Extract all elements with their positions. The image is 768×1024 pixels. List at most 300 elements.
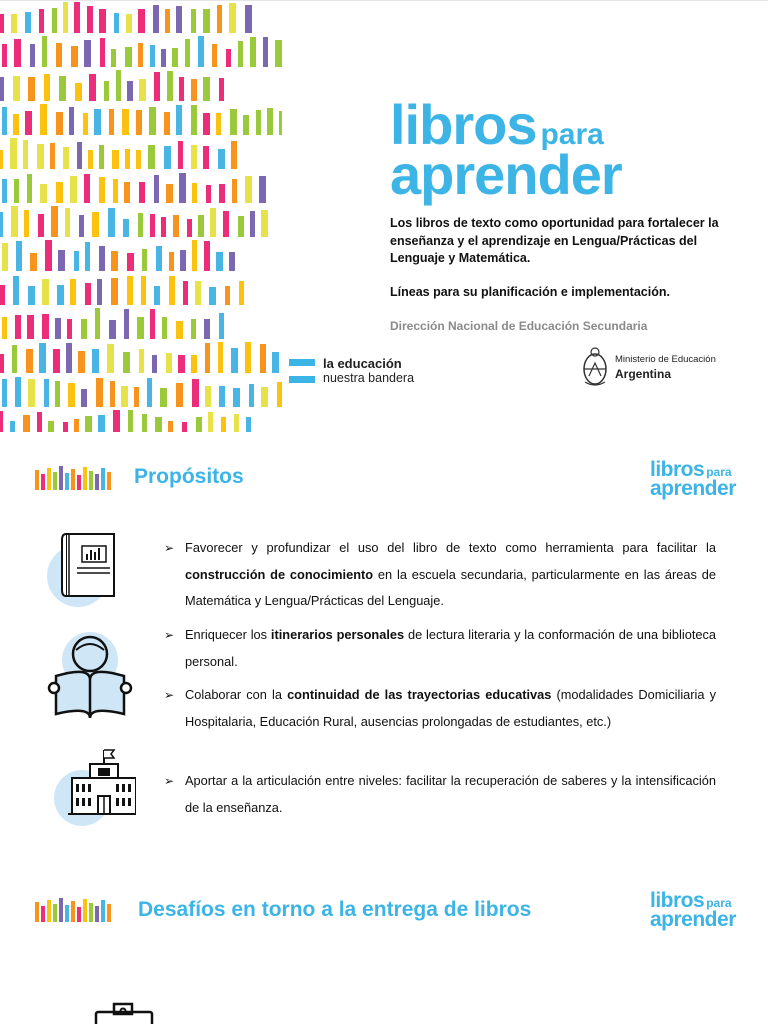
book-spine — [206, 185, 211, 203]
bullet-bold-text: continuidad de las trayectorias educativas — [287, 687, 552, 702]
book-spine — [15, 315, 21, 339]
book-spine — [191, 355, 197, 373]
book-spine — [169, 252, 174, 271]
book-spine — [63, 422, 68, 432]
book-spine — [81, 389, 87, 407]
cover-subtitle: Líneas para su planificación e implementación. — [390, 285, 670, 299]
arrow-bullet-icon: ➢ — [164, 628, 175, 642]
book-spine — [0, 77, 4, 101]
libros-para-aprender-logo — [390, 93, 622, 206]
book-spine — [137, 317, 144, 339]
book-spine — [38, 214, 44, 237]
book-spine — [260, 344, 266, 373]
book-spine — [44, 379, 49, 407]
book-spine — [85, 283, 91, 305]
book-spine — [147, 378, 152, 407]
book-spine — [11, 14, 17, 33]
book-spine — [56, 43, 62, 67]
book-spine — [40, 184, 47, 203]
book-spine — [164, 146, 171, 169]
book-spine — [28, 286, 35, 305]
book-spine — [149, 107, 156, 135]
book-spine — [66, 343, 72, 373]
book-spine — [229, 252, 235, 271]
book-spine — [204, 241, 210, 271]
book-spine — [176, 321, 183, 339]
book-spine — [113, 179, 118, 203]
book-bars-decoration — [35, 464, 115, 490]
bullet-text: de lectura literaria y la conformación de una biblioteca personal. — [185, 627, 717, 669]
book-spine — [83, 113, 88, 135]
book-spine — [223, 211, 229, 237]
book-spine — [217, 5, 222, 33]
book-spine — [48, 421, 54, 432]
logo-word-aprender: aprender — [650, 477, 736, 500]
book-spine — [152, 355, 157, 373]
book-spine — [279, 111, 282, 135]
book-spine — [127, 253, 134, 271]
logo-word-aprender: aprender — [650, 908, 736, 931]
book-spine — [162, 317, 167, 339]
book-spine — [2, 44, 7, 67]
edu-logo-line1: la educación — [323, 356, 402, 371]
book-spine — [28, 379, 35, 407]
book-spine — [230, 109, 237, 135]
book-spine — [99, 246, 105, 271]
purpose-bullet-2 — [160, 622, 716, 675]
book-spine — [110, 381, 115, 407]
book-spine — [55, 381, 60, 407]
book-spine — [74, 2, 80, 33]
book-spine — [50, 143, 55, 169]
book-spine — [30, 253, 37, 271]
book-spine — [70, 279, 76, 305]
book-spine — [250, 37, 256, 67]
book-spine — [125, 47, 132, 67]
book-spine — [139, 182, 145, 203]
book-spine — [107, 344, 114, 373]
purposes-slide — [0, 432, 768, 864]
book-spine — [176, 6, 182, 33]
book-spine — [203, 77, 210, 101]
book-spine — [178, 141, 183, 169]
book-spine — [210, 208, 216, 237]
book-spine — [113, 410, 120, 432]
book-spine — [45, 240, 52, 271]
book-spine — [13, 114, 19, 135]
book-spine — [225, 286, 230, 305]
book-spine — [26, 349, 33, 373]
book-spine — [28, 77, 35, 101]
logo-word-para: para — [540, 118, 604, 151]
book-spine — [99, 9, 106, 33]
book-spine — [84, 174, 90, 203]
book-spine — [203, 146, 209, 169]
book-spine — [84, 40, 91, 67]
book-spine — [85, 416, 92, 432]
book-spine — [111, 278, 118, 305]
book-spine — [238, 216, 244, 237]
arrow-bullet-icon: ➢ — [164, 541, 175, 555]
book-spine — [15, 377, 21, 407]
arrow-bullet-icon: ➢ — [164, 774, 175, 788]
book-spine — [98, 415, 105, 432]
bullet-text: en la escuela secundaria, particularmente en las áreas de Matemática y Lengua/Prácticas del Lenguaje. — [185, 566, 716, 608]
book-spine — [232, 179, 237, 203]
book-spine — [0, 14, 4, 33]
book-spine — [246, 417, 251, 432]
book-spine — [10, 421, 15, 432]
book-spine — [124, 182, 130, 203]
book-spine — [218, 342, 223, 373]
book-spine — [267, 108, 273, 135]
book-spine — [205, 386, 211, 407]
book-spine — [198, 36, 204, 67]
cover-direction: Dirección Nacional de Educación Secundaria — [390, 319, 648, 333]
logo-word-para: para — [706, 465, 732, 479]
bullet-text: Aportar a la articulación entre niveles: facilitar la recuperación de saberes y la intensificación de la enseñanza. — [185, 773, 716, 815]
book-spine — [180, 250, 186, 271]
book-spine — [42, 314, 49, 339]
book-spine — [195, 281, 201, 305]
book-spine — [219, 184, 225, 203]
book-spine — [179, 77, 184, 101]
book-spine — [14, 39, 21, 67]
book-spine — [63, 2, 68, 33]
challenges-title: Desafíos en torno a la entrega de libros — [138, 898, 532, 921]
book-spine — [89, 74, 96, 101]
book-spine — [99, 145, 104, 169]
book-spine — [51, 206, 58, 237]
book-spine — [191, 9, 196, 33]
book-spine — [204, 319, 210, 339]
book-spine — [77, 142, 82, 169]
book-spine — [212, 44, 217, 67]
book-spine — [24, 210, 29, 237]
book-spine — [81, 319, 87, 339]
edu-logo-line2: nuestra bandera — [323, 371, 415, 385]
book-spine — [192, 379, 199, 407]
book-spine — [122, 109, 129, 135]
purpose-bullet-1 — [160, 535, 716, 615]
book-spine — [2, 179, 7, 203]
book-spine — [196, 417, 202, 432]
book-spine — [179, 173, 186, 203]
book-spine — [53, 349, 60, 373]
book-spine — [191, 79, 197, 101]
book-spine — [176, 383, 183, 407]
book-spine — [134, 387, 139, 407]
book-spine — [55, 318, 61, 339]
book-spine — [250, 211, 255, 237]
book-spine — [59, 76, 66, 101]
book-spine — [39, 343, 46, 373]
book-spine — [209, 287, 216, 305]
book-spine — [208, 412, 213, 432]
book-spine — [56, 182, 63, 203]
book-spine — [216, 113, 221, 135]
logo-word-para: para — [706, 896, 732, 910]
book-spine — [164, 112, 170, 135]
book-spine — [0, 150, 3, 169]
book-spine — [138, 43, 143, 67]
book-spine — [272, 352, 279, 373]
book-spine — [25, 111, 32, 135]
ministry-logo — [581, 346, 716, 388]
book-bars-decoration — [35, 896, 115, 922]
book-spine — [275, 40, 282, 67]
book-spine — [108, 208, 115, 237]
logo-word-libros: libros — [650, 458, 705, 481]
book-spine — [219, 78, 224, 101]
book-spine — [261, 387, 268, 407]
book-spine — [85, 242, 90, 271]
reader-icon — [46, 630, 134, 720]
cover-slide — [0, 0, 768, 432]
book-spine — [95, 308, 100, 339]
book-spine — [42, 279, 49, 305]
book-spine — [0, 354, 4, 373]
book-spine — [165, 9, 170, 33]
coat-of-arms-icon — [581, 346, 609, 388]
book-spine — [155, 417, 162, 432]
book-spine — [0, 411, 3, 432]
book-spine — [245, 176, 252, 203]
book-spine — [128, 410, 133, 432]
bullet-text: Colaborar con la — [185, 687, 288, 702]
book-spine — [111, 49, 116, 67]
bullet-bold-text: construcción de conocimiento — [185, 566, 374, 582]
book-spine — [2, 243, 8, 271]
book-spine — [229, 3, 236, 33]
book-spine — [150, 45, 155, 67]
book-chart-icon — [44, 528, 124, 608]
book-spine — [109, 320, 116, 339]
bullet-text: Enriquecer los — [185, 627, 271, 642]
book-spine — [123, 219, 129, 237]
book-spine — [234, 414, 239, 432]
ministry-line2: Argentina — [615, 367, 672, 381]
book-spine — [39, 9, 44, 33]
book-spine — [92, 349, 99, 373]
book-spine — [12, 345, 17, 373]
book-spine — [136, 150, 141, 169]
book-spine — [23, 140, 28, 169]
book-spine — [65, 208, 70, 237]
book-spine — [226, 49, 231, 67]
bullet-text: (modalidades Domiciliaria y Hospitalaria, Educación Rural, ausencias prolongadas de estudiantes, etc.) — [185, 687, 716, 729]
book-spine — [169, 276, 175, 305]
book-spine — [121, 386, 128, 407]
book-spine — [125, 149, 130, 169]
book-spine — [178, 355, 185, 373]
challenges-slide — [0, 864, 768, 1024]
libros-para-aprender-logo-small — [650, 459, 736, 499]
book-spine — [176, 105, 182, 135]
bullet-text: Favorecer y profundizar el uso del libro de texto como herramienta para facilitar la — [185, 540, 716, 555]
book-spine — [124, 309, 129, 339]
book-spine — [96, 378, 103, 407]
book-spine — [205, 343, 210, 373]
book-spine — [14, 179, 19, 203]
book-spine — [112, 150, 119, 169]
flag-icon — [289, 359, 315, 383]
book-spine — [114, 13, 119, 33]
book-spine — [27, 174, 32, 203]
book-spine — [70, 176, 77, 203]
book-spine — [37, 412, 42, 432]
book-spine — [30, 44, 35, 67]
book-spine — [150, 214, 155, 237]
ministry-line1: Ministerio de Educación — [615, 354, 716, 365]
book-spine — [58, 250, 65, 271]
book-spine — [37, 144, 44, 169]
book-spine — [127, 81, 133, 101]
book-spine — [99, 177, 105, 203]
book-spine — [2, 107, 7, 135]
book-spine — [68, 383, 75, 407]
book-spine — [245, 5, 252, 33]
book-spine — [141, 276, 146, 305]
book-spine — [150, 309, 155, 339]
purposes-title: Propósitos — [134, 465, 244, 488]
book-spine — [142, 414, 147, 432]
book-spine — [183, 281, 188, 305]
book-spine — [142, 249, 147, 271]
book-spine — [88, 150, 93, 169]
book-spine — [221, 417, 226, 432]
book-spine — [127, 276, 133, 305]
book-spine — [0, 285, 5, 305]
book-spine — [126, 14, 132, 33]
book-spine — [154, 175, 159, 203]
book-spine — [42, 36, 47, 67]
book-spine — [25, 12, 31, 33]
book-spine — [173, 215, 179, 237]
book-spine — [243, 115, 249, 135]
book-spine — [109, 109, 114, 135]
book-spine — [97, 279, 102, 305]
logo-word-aprender: aprender — [390, 143, 622, 206]
book-spine — [161, 217, 166, 237]
book-spine — [219, 386, 225, 407]
book-spine — [111, 251, 118, 271]
book-spine — [74, 419, 79, 432]
book-spine — [92, 212, 99, 237]
book-spine — [67, 319, 72, 339]
book-spine — [182, 422, 187, 432]
book-spine — [216, 252, 223, 271]
book-spine — [148, 145, 155, 169]
book-spine — [56, 112, 63, 135]
book-spine — [94, 109, 101, 135]
book-spine — [74, 251, 79, 271]
purpose-bullet-3 — [160, 682, 716, 735]
book-spine — [167, 71, 173, 101]
book-spine — [238, 41, 243, 67]
book-spine — [136, 110, 142, 135]
book-spine — [245, 342, 251, 373]
book-spine — [75, 83, 82, 101]
book-spine — [172, 48, 178, 67]
book-spine — [185, 39, 190, 67]
book-spine — [231, 348, 238, 373]
book-spine — [139, 349, 144, 373]
book-spine — [116, 70, 121, 101]
book-spine — [263, 37, 268, 67]
book-spine — [87, 6, 93, 33]
book-spine — [57, 285, 64, 305]
briefcase-icon — [94, 1002, 154, 1024]
book-spine — [0, 212, 3, 237]
colored-books-pattern — [0, 1, 282, 432]
book-spine — [104, 81, 109, 101]
bullet-bold-text: itinerarios personales — [270, 627, 405, 642]
book-spine — [156, 246, 162, 271]
book-spine — [161, 49, 166, 67]
school-building-icon — [52, 748, 136, 832]
book-spine — [13, 276, 19, 305]
book-spine — [203, 9, 210, 33]
book-spine — [44, 74, 50, 101]
book-spine — [218, 149, 225, 169]
book-spine — [256, 110, 261, 135]
book-spine — [154, 72, 160, 101]
book-spine — [78, 351, 85, 373]
book-spine — [191, 105, 197, 135]
book-spine — [27, 315, 34, 339]
book-spine — [138, 9, 145, 33]
arrow-bullet-icon: ➢ — [164, 688, 175, 702]
book-spine — [191, 145, 197, 169]
book-spine — [231, 141, 237, 169]
book-spine — [11, 206, 18, 237]
book-spine — [123, 352, 130, 373]
cover-description: Los libros de texto como oportunidad para fortalecer la enseñanza y el aprendizaje en Lengua/Prácticas del Lenguaje y Matemática. — [390, 216, 719, 265]
book-spine — [187, 219, 192, 237]
la-educacion-logo — [289, 357, 414, 385]
book-spine — [79, 215, 84, 237]
book-spine — [16, 241, 22, 271]
book-spine — [249, 384, 254, 407]
libros-para-aprender-logo-small — [650, 890, 736, 930]
book-spine — [23, 415, 30, 432]
book-spine — [71, 46, 78, 67]
book-spine — [191, 319, 196, 339]
logo-word-libros: libros — [390, 93, 537, 156]
book-spine — [198, 215, 204, 237]
book-spine — [168, 421, 173, 432]
book-spine — [261, 210, 268, 237]
book-spine — [239, 281, 244, 305]
book-spine — [277, 382, 282, 407]
book-spine — [13, 76, 20, 101]
book-spine — [153, 5, 159, 33]
book-spine — [100, 38, 105, 67]
book-spine — [69, 107, 74, 135]
book-spine — [10, 138, 17, 169]
book-spine — [52, 8, 57, 33]
book-spine — [166, 353, 172, 373]
book-spine — [154, 286, 160, 305]
book-spine — [233, 388, 240, 407]
book-spine — [166, 184, 173, 203]
book-spine — [138, 213, 143, 237]
book-spine — [203, 113, 210, 135]
book-spine — [139, 79, 146, 101]
logo-word-libros: libros — [650, 889, 705, 912]
purpose-bullet-4 — [160, 768, 716, 821]
